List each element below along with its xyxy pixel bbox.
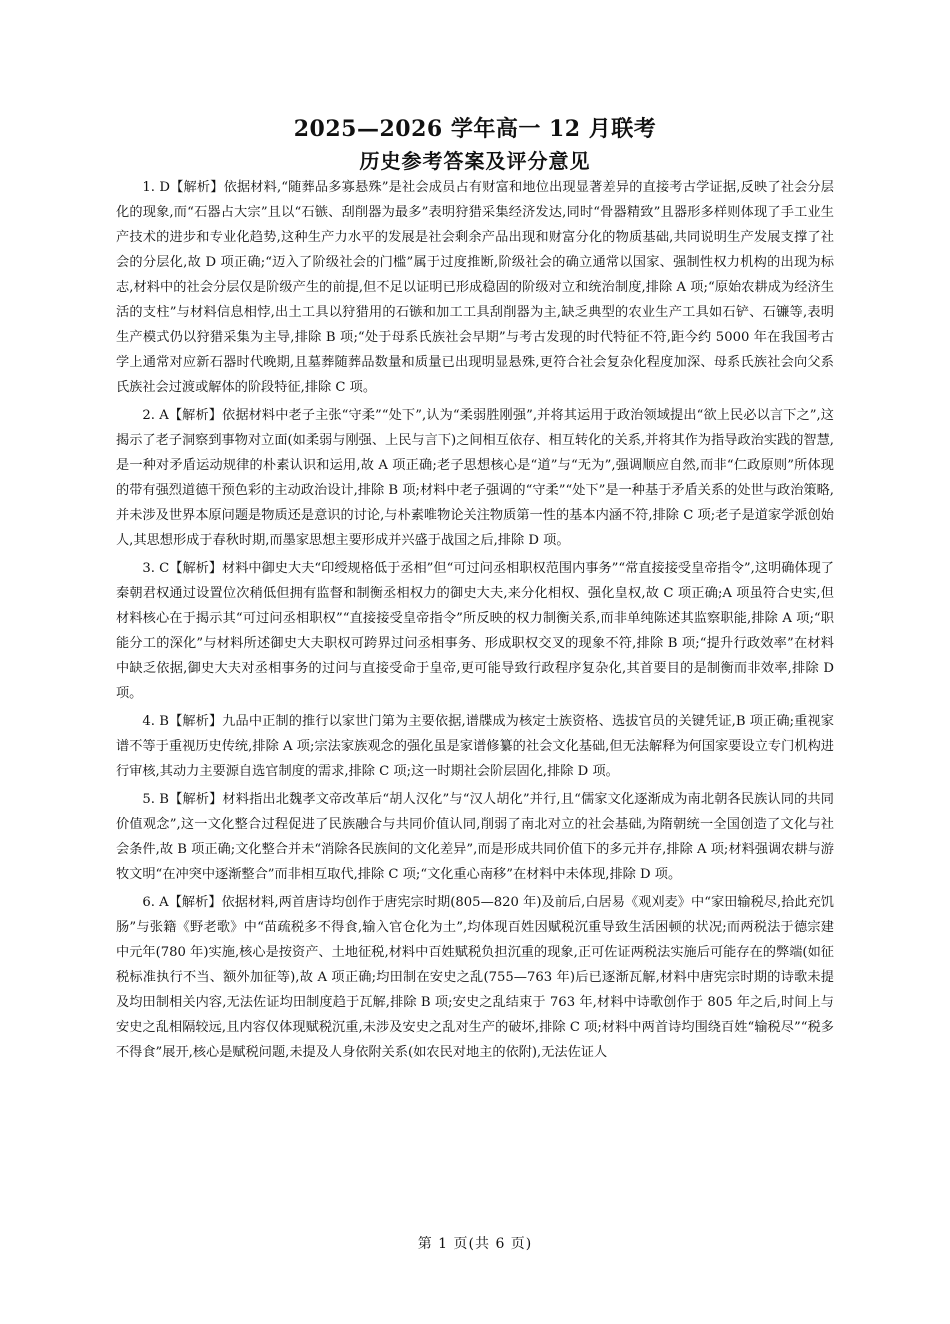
- answer-paragraph-3: 3. C【解析】材料中御史大夫“印绶规格低于丞相”但“可过问丞相职权范围内事务”“常直接接受皇帝指令”,这明确体现了秦朝君权通过设置位次稍低但拥有监督和制衡丞相权力的御史大夫,来分化相权、强化皇权,故 C 项正确;A 项虽符合史实,但材料核心在于揭示其“可过问丞相职权”“直接接受皇帝指令”所反映的权力制衡关系,而非单纯陈述其监察职能,排除 A 项;“职能分工的深化”与材料所述御史大夫职权可跨界过问丞相事务、形成职权交叉的现象不符,排除 B 项;“提升行政效率”在材料中缺乏依据,御史大夫对丞相事务的过问与直接受命于皇帝,更可能导致行政程序复杂化,其首要目的是制衡而非效率,排除 D 项。: [116, 561, 834, 701]
- answer-paragraph-6: 6. A【解析】依据材料,两首唐诗均创作于唐宪宗时期(805—820 年)及前后,白居易《观刈麦》中“家田输税尽,拾此充饥肠”与张籍《野老歌》中“苗疏税多不得食,输入官仓化为土”,均体现百姓因赋税沉重导致生活困顿的状况;而两税法于德宗建中元年(780 年)实施,核心是按资产、土地征税,材料中百姓赋税负担沉重的现象,正可佐证两税法实施后可能存在的弊端(如征税标准执行不当、额外加征等),故 A 项正确;均田制在安史之乱(755—763 年)后已逐渐瓦解,材料中唐宪宗时期的诗歌未提及均田制相关内容,无法佐证均田制度趋于瓦解,排除 B 项;安史之乱结束于 763 年,材料中诗歌创作于 805 年之后,时间上与安史之乱相隔较远,且内容仅体现赋税沉重,未涉及安史之乱对生产的破坏,排除 C 项;材料中两首诗均围绕百姓“输税尽”“税多不得食”展开,核心是赋税问题,未提及人身依附关系(如农民对地主的依附),无法佐证人: [116, 895, 834, 1060]
- answer-list: [116, 175, 834, 1068]
- document-subtitle: 历史参考答案及评分意见: [359, 149, 591, 173]
- answer-paragraph-4: 4. B【解析】九品中正制的推行以家世门第为主要依据,谱牒成为核定士族资格、选拔官员的关键凭证,B 项正确;重视家谱不等于重视历史传统,排除 A 项;宗法家族观念的强化虽是家谱修纂的社会文化基础,但无法解释为何国家要设立专门机构进行审核,其动力主要源自选官制度的需求,排除 C 项;这一时期社会阶层固化,排除 D 项。: [116, 714, 834, 779]
- document-title: 2025—2026 学年高一 12 月联考: [293, 116, 657, 142]
- answer-paragraph-1: 1. D【解析】依据材料,“随葬品多寡悬殊”是社会成员占有财富和地位出现显著差异的直接考古学证据,反映了社会分层化的现象,而“石器占大宗”且以“石镞、刮削器为最多”表明狩猎采集经济发达,同时“骨器精致”且器形多样则体现了手工业生产技术的进步和专业化趋势,这种生产力水平的发展是社会剩余产品出现和财富分化的物质基础,共同说明生产发展支撑了社会的分层化,故 D 项正确;“迈入了阶级社会的门槛”属于过度推断,阶级社会的确立通常以国家、强制性权力机构的出现为标志,材料中的社会分层仅是阶级产生的前提,但不足以证明已形成稳固的阶级对立和统治制度,排除 A 项;“原始农耕成为经济生活的支柱”与材料信息相悖,出土工具以狩猎用的石镞和加工工具刮削器为主,缺乏典型的农业生产工具如石铲、石镰等,表明生产模式仍以狩猎采集为主导,排除 B 项;“处于母系氏族社会早期”与考古发现的时代特征不符,距今约 5000 年在我国考古学上通常对应新石器时代晚期,且墓葬随葬品数量和质量已出现明显悬殊,更符合社会复杂化程度加深、母系氏族社会向父系氏族社会过渡或解体的阶段特征,排除 C 项。: [116, 180, 834, 395]
- page-number: 第 1 页(共 6 页): [417, 1236, 533, 1252]
- answer-paragraph-2: 2. A【解析】依据材料中老子主张“守柔”“处下”,认为“柔弱胜刚强”,并将其运用于政治领域提出“欲上民必以言下之”,这揭示了老子洞察到事物对立面(如柔弱与刚强、上民与言下)之间相互依存、相互转化的关系,并将其作为指导政治实践的智慧,是一种对矛盾运动规律的朴素认识和运用,故 A 项正确;老子思想核心是“道”与“无为”,强调顺应自然,而非“仁政原则”所体现的带有强烈道德干预色彩的主动政治设计,排除 B 项;材料中老子强调的“守柔”“处下”是一种基于矛盾关系的处世与政治策略,并未涉及世界本原问题是物质还是意识的讨论,与朴素唯物论关注物质第一性的基本内涵不符,排除 C 项;老子是道家学派创始人,其思想形成于春秋时期,而墨家思想主要形成并兴盛于战国之后,排除 D 项。: [116, 408, 834, 548]
- answer-paragraph-5: 5. B【解析】材料指出北魏孝文帝改革后“胡人汉化”与“汉人胡化”并行,且“儒家文化逐渐成为南北朝各民族认同的共同价值观念”,这一文化整合过程促进了民族融合与共同价值认同,削弱了南北对立的社会基础,为隋朝统一全国创造了文化与社会条件,故 B 项正确;文化整合并未“消除各民族间的文化差异”,而是形成共同价值下的多元并存,排除 A 项;材料强调农耕与游牧文明“在冲突中逐渐整合”而非相互取代,排除 C 项;“文化重心南移”在材料中未体现,排除 D 项。: [116, 792, 834, 882]
